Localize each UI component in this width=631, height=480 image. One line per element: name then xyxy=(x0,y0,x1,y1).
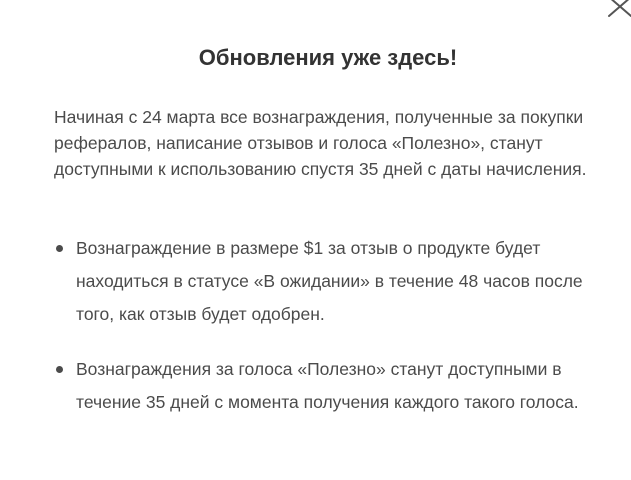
dialog-title: Обновления уже здесь! xyxy=(198,45,458,70)
bullet-text: Вознаграждение в размере $1 за отзыв о продукте будет находиться в статусе «В ожидании» в течение 48 часов после того, как отзыв будет одобрен. xyxy=(76,238,583,324)
intro-text: Начиная с 24 марта все вознаграждения, полученные за покупки рефералов, написание отзывов и голоса «Полезно», станут доступными к использованию спустя 35 дней с даты начисления. xyxy=(54,107,587,179)
close-icon xyxy=(606,0,631,20)
bullet-dot-icon xyxy=(56,245,63,252)
bullet-text: Вознаграждения за голоса «Полезно» станут доступными в течение 35 дней с момента получения каждого такого голоса. xyxy=(76,359,579,412)
close-button[interactable] xyxy=(606,0,631,20)
list-item xyxy=(54,353,614,419)
bullet-list xyxy=(54,232,614,419)
bullet-dot-icon xyxy=(56,366,63,373)
list-item xyxy=(54,232,614,331)
